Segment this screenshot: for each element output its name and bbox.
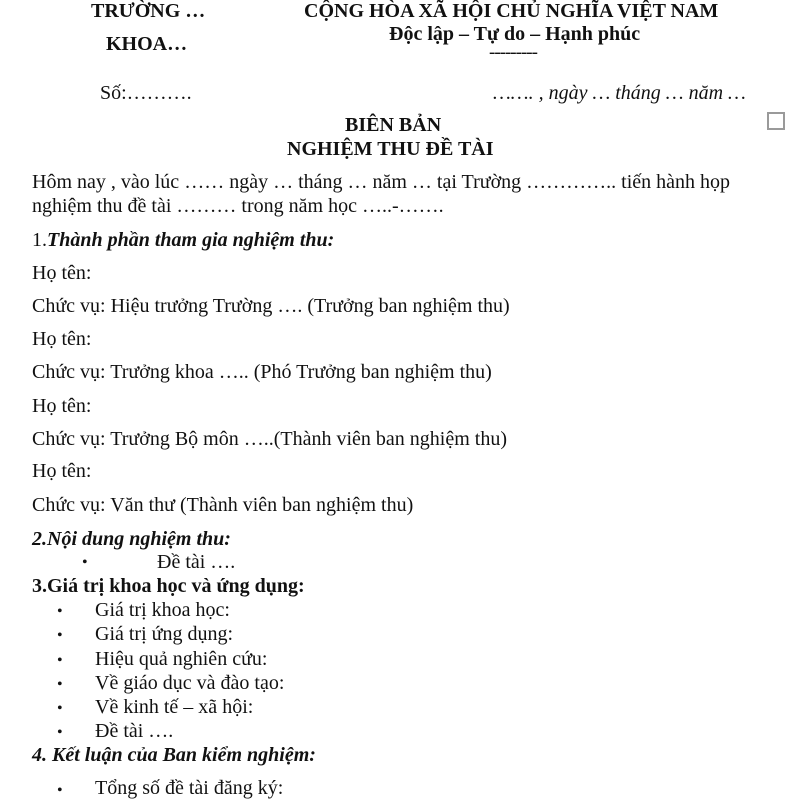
national-motto: Độc lập – Tự do – Hạnh phúc <box>389 23 641 45</box>
intro-line2: nghiệm thu đề tài ……… trong năm học …..-……. <box>32 195 444 217</box>
section4-heading: 4. Kết luận của Ban kiểm nghiệm: <box>32 744 316 766</box>
bullet-icon: • <box>57 603 63 620</box>
list-item: Đề tài …. <box>95 720 174 742</box>
member-role: Chức vụ: Trưởng Bộ môn …..(Thành viên ban nghiệm thu) <box>32 428 508 450</box>
bullet-icon: • <box>57 700 63 717</box>
checkbox[interactable] <box>767 112 785 130</box>
bullet-icon: • <box>57 724 63 741</box>
member-name-label: Họ tên: <box>32 460 92 482</box>
list-item: Hiệu quả nghiên cứu: <box>95 648 268 670</box>
date-line: ……. , ngày … tháng … năm … <box>493 82 746 104</box>
member-role: Chức vụ: Văn thư (Thành viên ban nghiệm thu) <box>32 494 414 516</box>
section2-heading: 2.Nội dung nghiệm thu: <box>32 528 231 550</box>
document-title-line1: BIÊN BẢN <box>345 114 442 136</box>
bullet-icon: • <box>57 782 63 799</box>
document-title-line2: NGHIỆM THU ĐỀ TÀI <box>287 138 494 160</box>
list-item: Giá trị khoa học: <box>95 599 230 621</box>
faculty-name: KHOA… <box>106 33 188 55</box>
section1-heading <box>32 229 334 252</box>
section1-number: 1. <box>32 229 47 251</box>
member-name-label: Họ tên: <box>32 395 92 417</box>
school-name: TRƯỜNG … <box>91 0 206 22</box>
document-number: Số:………. <box>100 82 192 104</box>
section1-title: Thành phần tham gia nghiệm thu: <box>47 229 335 251</box>
list-item: Đề tài …. <box>157 551 236 573</box>
list-item: Về kinh tế – xã hội: <box>95 696 254 718</box>
section3-heading: 3.Giá trị khoa học và ứng dụng: <box>32 575 305 597</box>
country-name: CỘNG HÒA XÃ HỘI CHỦ NGHĨA VIỆT NAM <box>304 0 719 22</box>
list-item: Giá trị ứng dụng: <box>95 623 234 645</box>
intro-line1: Hôm nay , vào lúc …… ngày … tháng … năm … tại Trường ………….. tiến hành họp <box>32 171 731 193</box>
list-item: Tổng số đề tài đăng ký: <box>95 777 284 799</box>
motto-divider: --------- <box>489 42 537 63</box>
member-role: Chức vụ: Trưởng khoa ….. (Phó Trưởng ban nghiệm thu) <box>32 361 492 383</box>
bullet-icon: • <box>57 627 63 644</box>
bullet-icon: • <box>57 652 63 669</box>
member-role: Chức vụ: Hiệu trưởng Trường …. (Trưởng ban nghiệm thu) <box>32 295 510 317</box>
list-item: Về giáo dục và đào tạo: <box>95 672 285 694</box>
member-name-label: Họ tên: <box>32 328 92 350</box>
bullet-icon: • <box>82 554 88 571</box>
member-name-label: Họ tên: <box>32 262 92 284</box>
bullet-icon: • <box>57 676 63 693</box>
